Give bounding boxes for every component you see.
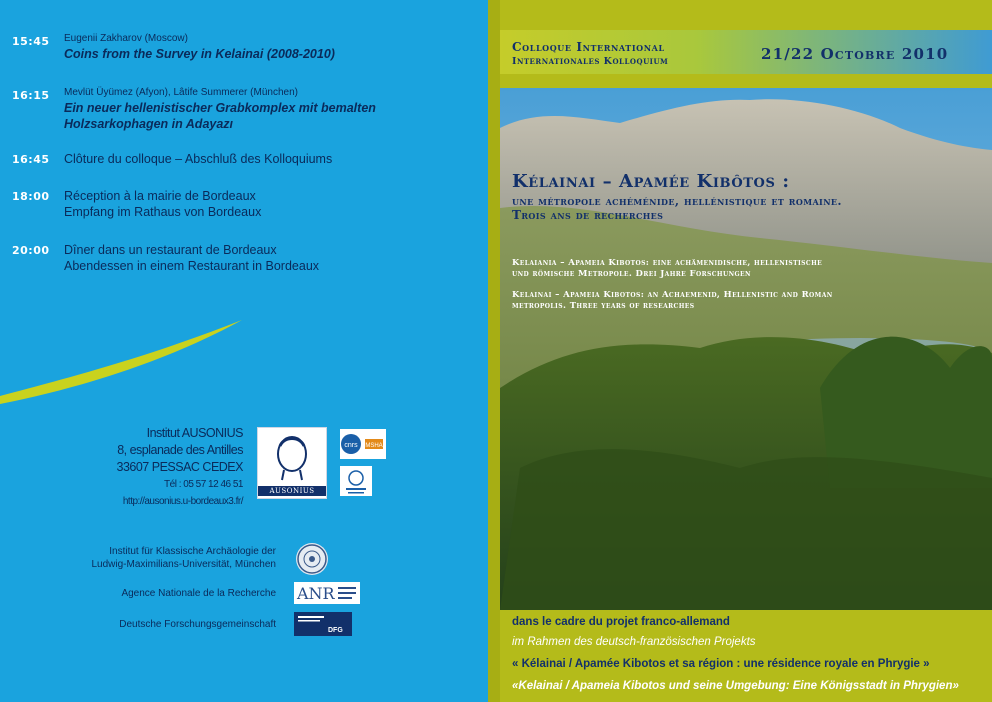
cover-panel bbox=[488, 0, 992, 702]
program-line: Dîner dans un restaurant de Bordeaux bbox=[64, 243, 277, 257]
program-line: Réception à la mairie de Bordeaux bbox=[64, 189, 256, 203]
anr-logo-text: ANR bbox=[297, 584, 335, 603]
address-street: 8, esplanade des Antilles bbox=[117, 443, 243, 457]
program-time: 16:15 bbox=[12, 89, 50, 102]
program-line: Clôture du colloque – Abschluß des Kolloquiums bbox=[64, 152, 333, 166]
title-german bbox=[512, 258, 977, 280]
program-time: 15:45 bbox=[12, 35, 50, 48]
title-english-line1: Kelainai – Apameia Kibotos: an Achaemenid, Hellenistic and Roman bbox=[512, 290, 833, 300]
talk-title: Coins from the Survey in Kelainai (2008-2010) bbox=[64, 47, 335, 61]
anr-logo bbox=[294, 582, 360, 604]
footer-fr: dans le cadre du projet franco-allemand bbox=[512, 616, 730, 628]
partner-lmu bbox=[91, 545, 276, 571]
msha-logo bbox=[340, 466, 372, 496]
program-entry bbox=[64, 188, 464, 220]
head-profile-icon bbox=[258, 428, 326, 484]
conference-subtitle bbox=[512, 194, 982, 222]
partner-anr: Agence Nationale de la Recherche bbox=[121, 588, 276, 599]
program-entry bbox=[64, 86, 464, 132]
address-city: 33607 PESSAC CEDEX bbox=[116, 460, 243, 474]
title-german-line2: und römische Metropole. Drei Jahre Forschungen bbox=[512, 269, 751, 279]
fold-strip bbox=[488, 0, 500, 702]
subtitle-line1: une métropole achéménide, hellénistique et romaine. bbox=[512, 194, 842, 208]
program-panel bbox=[0, 0, 488, 702]
ausonius-logo bbox=[257, 427, 327, 499]
program-line: Abendessen in einem Restaurant in Bordeaux bbox=[64, 259, 320, 273]
project-title-fr: « Kélainai / Apamée Kibotos et sa région : une résidence royale en Phrygie » bbox=[512, 658, 930, 670]
title-english bbox=[512, 290, 977, 312]
dfg-logo-text: DFG bbox=[328, 627, 343, 634]
program-line: Empfang im Rathaus von Bordeaux bbox=[64, 205, 262, 219]
speaker: Mevlüt Üyümez (Afyon), Lâtife Summerer (München) bbox=[64, 87, 298, 98]
colloque-label-de: Internationales Kolloquium bbox=[512, 56, 669, 67]
landscape-photo bbox=[500, 88, 992, 610]
title-english-line2: metropolis. Three years of researches bbox=[512, 301, 695, 311]
partner-lmu-line1: Institut für Klassische Archäologie der bbox=[109, 546, 276, 557]
dfg-logo bbox=[294, 612, 352, 636]
mshb-logo-text: MSHA bbox=[365, 443, 383, 449]
talk-title-line1: Ein neuer hellenistischer Grabkomplex mit bemalten bbox=[64, 101, 376, 115]
partner-lmu-line2: Ludwig-Maximilians-Universität, München bbox=[91, 559, 276, 570]
speaker: Eugenii Zakharov (Moscow) bbox=[64, 33, 188, 44]
event-date: 21/22 Octobre 2010 bbox=[761, 45, 949, 63]
cnrs-logo-text: cnrs bbox=[344, 442, 358, 449]
conference-title: Kélainai – Apamée Kibôtos : bbox=[512, 171, 790, 192]
program-entry bbox=[64, 242, 464, 274]
ausonius-logo-label: AUSONIUS bbox=[258, 486, 326, 496]
colloque-label-fr: Colloque International bbox=[512, 40, 665, 54]
cnrs-logo bbox=[340, 429, 386, 459]
institute-address bbox=[117, 425, 244, 510]
program-entry bbox=[64, 151, 464, 167]
program-time: 16:45 bbox=[12, 153, 50, 166]
lmu-seal-logo bbox=[296, 543, 328, 575]
institute-name: Institut AUSONIUS bbox=[146, 426, 243, 440]
program-entry bbox=[64, 32, 464, 62]
address-phone: Tél : 05 57 12 46 51 bbox=[164, 479, 243, 490]
program-time: 20:00 bbox=[12, 244, 50, 257]
partner-dfg: Deutsche Forschungsgemeinschaft bbox=[119, 619, 276, 630]
footer-de: im Rahmen des deutsch-französischen Projekts bbox=[512, 636, 756, 648]
program-time: 18:00 bbox=[12, 190, 50, 203]
title-german-line1: Kelaiania – Apameia Kibotos: eine achämenidische, hellenistische bbox=[512, 258, 823, 268]
project-title-de: «Kelainai / Apameia Kibotos und seine Umgebung: Eine Königsstadt in Phrygien» bbox=[512, 680, 959, 692]
subtitle-line2: Trois ans de recherches bbox=[512, 208, 664, 222]
decorative-swoosh bbox=[0, 318, 250, 408]
talk-title-line2: Holzsarkophagen in Adayazı bbox=[64, 117, 234, 131]
institute-url[interactable]: http://ausonius.u-bordeaux3.fr/ bbox=[122, 496, 243, 507]
